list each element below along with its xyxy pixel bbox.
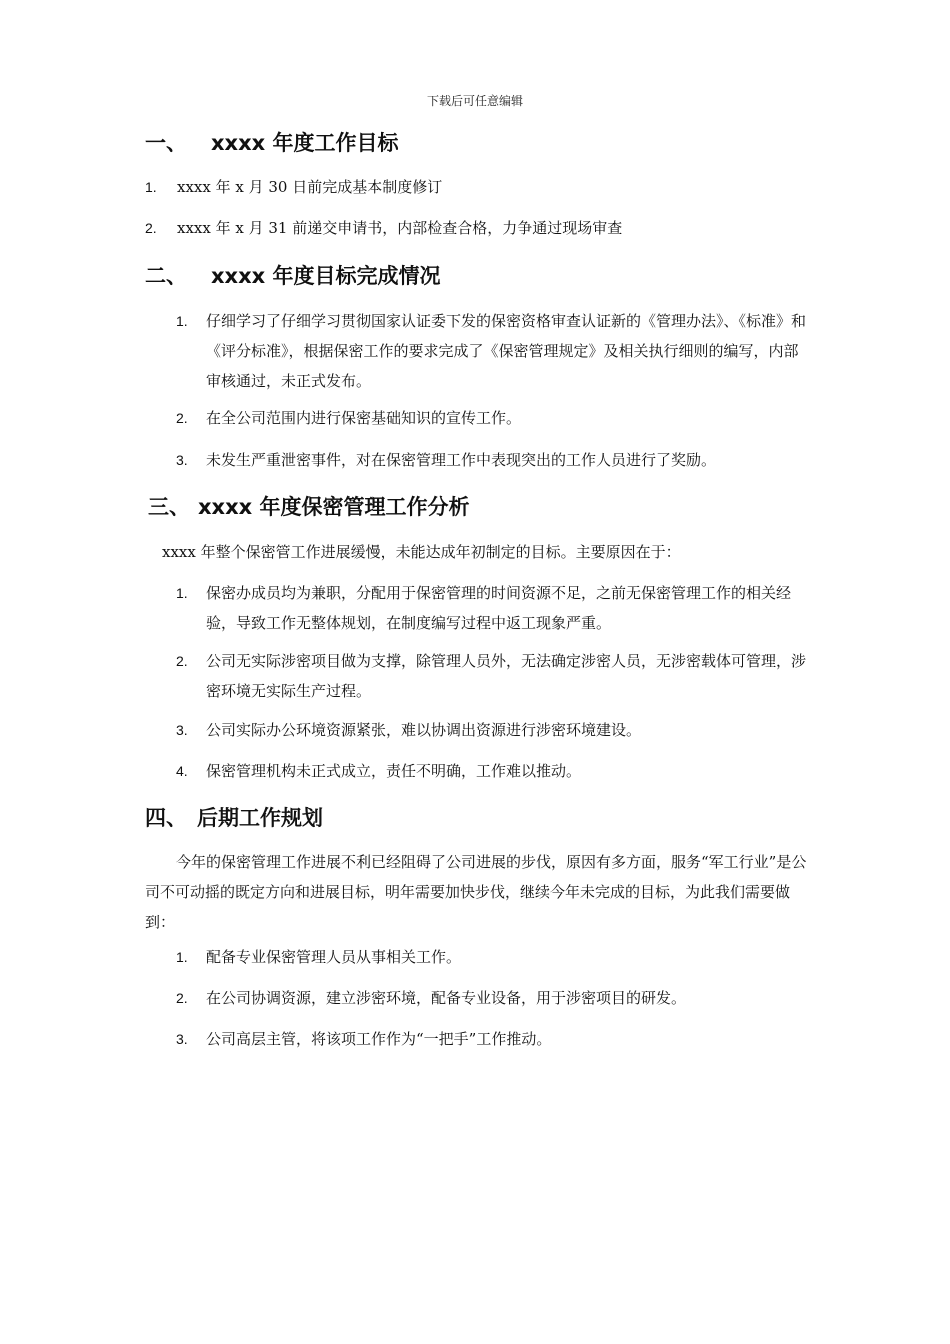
- list-item-text: 仔细学习了仔细学习贯彻国家认证委下发的保密资格审查认证新的《管理办法》、《标准》和《评分标准》，根据保密工作的要求完成了《保密管理规定》及相关执行细则的编写，内部审核通过，未正式发布。: [206, 312, 807, 390]
- list-item: [176, 445, 812, 475]
- list-item-number: 2.: [176, 990, 188, 1006]
- section-2-number: 二、: [145, 264, 187, 288]
- list-item: [176, 756, 812, 786]
- list-item-text: 在公司协调资源，建立涉密环境，配备专业设备，用于涉密项目的研发。: [206, 989, 687, 1007]
- list-item-text: 配备专业保密管理人员从事相关工作。: [206, 948, 462, 966]
- list-item: [145, 172, 805, 202]
- list-item-number: 4.: [176, 763, 188, 779]
- list-item: [145, 213, 825, 243]
- list-item: [176, 942, 812, 972]
- list-item: [176, 715, 812, 745]
- page-header-note: 下载后可任意编辑: [426, 94, 523, 108]
- list-item-text: 保密办成员均为兼职，分配用于保密管理的时间资源不足，之前无保密管理工作的相关经验，导致工作无整体规划，在制度编写过程中返工现象严重。: [206, 584, 792, 632]
- list-item-text: 保密管理机构未正式成立，责任不明确，工作难以推动。: [206, 762, 582, 780]
- section-4-number: 四、: [145, 806, 187, 830]
- list-item-number: 2.: [176, 410, 188, 426]
- section-1-title: xxxx 年度工作目标: [211, 131, 399, 155]
- section-2-heading: [145, 260, 441, 290]
- section-3-intro: xxxx 年整个保密管工作进展缓慢，未能达成年初制定的目标。主要原因在于：: [162, 543, 681, 561]
- list-item-text: 在全公司范围内进行保密基础知识的宣传工作。: [206, 409, 522, 427]
- section-2-title: xxxx 年度目标完成情况: [211, 264, 441, 288]
- list-item-text: 未发生严重泄密事件，对在保密管理工作中表现突出的工作人员进行了奖励。: [206, 451, 717, 469]
- list-item: [176, 1024, 812, 1054]
- list-item-number: 3.: [176, 722, 188, 738]
- section-1-number: 一、: [145, 131, 187, 155]
- section-3-title: xxxx 年度保密管理工作分析: [198, 495, 470, 519]
- section-4-title: 后期工作规划: [197, 806, 323, 830]
- list-item: [176, 646, 812, 706]
- list-item-number: 3.: [176, 452, 188, 468]
- list-item: [176, 983, 812, 1013]
- section-3-heading: [148, 491, 470, 521]
- section-3-number: 三、: [148, 495, 190, 519]
- list-item-text: 公司实际办公环境资源紧张，难以协调出资源进行涉密环境建设。: [206, 721, 642, 739]
- list-item-number: 2.: [176, 653, 188, 669]
- list-item-number: 1.: [176, 585, 188, 601]
- list-item-number: 1.: [176, 313, 188, 329]
- list-item-number: 1.: [145, 179, 157, 195]
- list-item-number: 2.: [145, 220, 157, 236]
- list-item-text: xxxx 年 x 月 30 日前完成基本制度修订: [177, 178, 443, 196]
- list-item-text: xxxx 年 x 月 31 前递交申请书，内部检查合格，力争通过现场审查: [177, 219, 623, 237]
- list-item-text: 公司无实际涉密项目做为支撑，除管理人员外，无法确定涉密人员，无涉密载体可管理，涉密环境无实际生产过程。: [206, 652, 807, 700]
- list-item: [176, 578, 812, 638]
- section-1-heading: [145, 127, 399, 157]
- section-4-heading: [145, 802, 323, 832]
- list-item-text: 公司高层主管，将该项工作作为“一把手”工作推动。: [206, 1030, 552, 1048]
- section-4-intro: 今年的保密管理工作进展不利已经阻碍了公司进展的步伐，原因有多方面，服务“军工行业”是公司不可动摇的既定方向和进展目标，明年需要加快步伐，继续今年未完成的目标，为此我们需要做到：: [145, 853, 807, 931]
- list-item-number: 1.: [176, 949, 188, 965]
- list-item-number: 3.: [176, 1031, 188, 1047]
- list-item: [176, 403, 812, 433]
- list-item: [176, 306, 812, 396]
